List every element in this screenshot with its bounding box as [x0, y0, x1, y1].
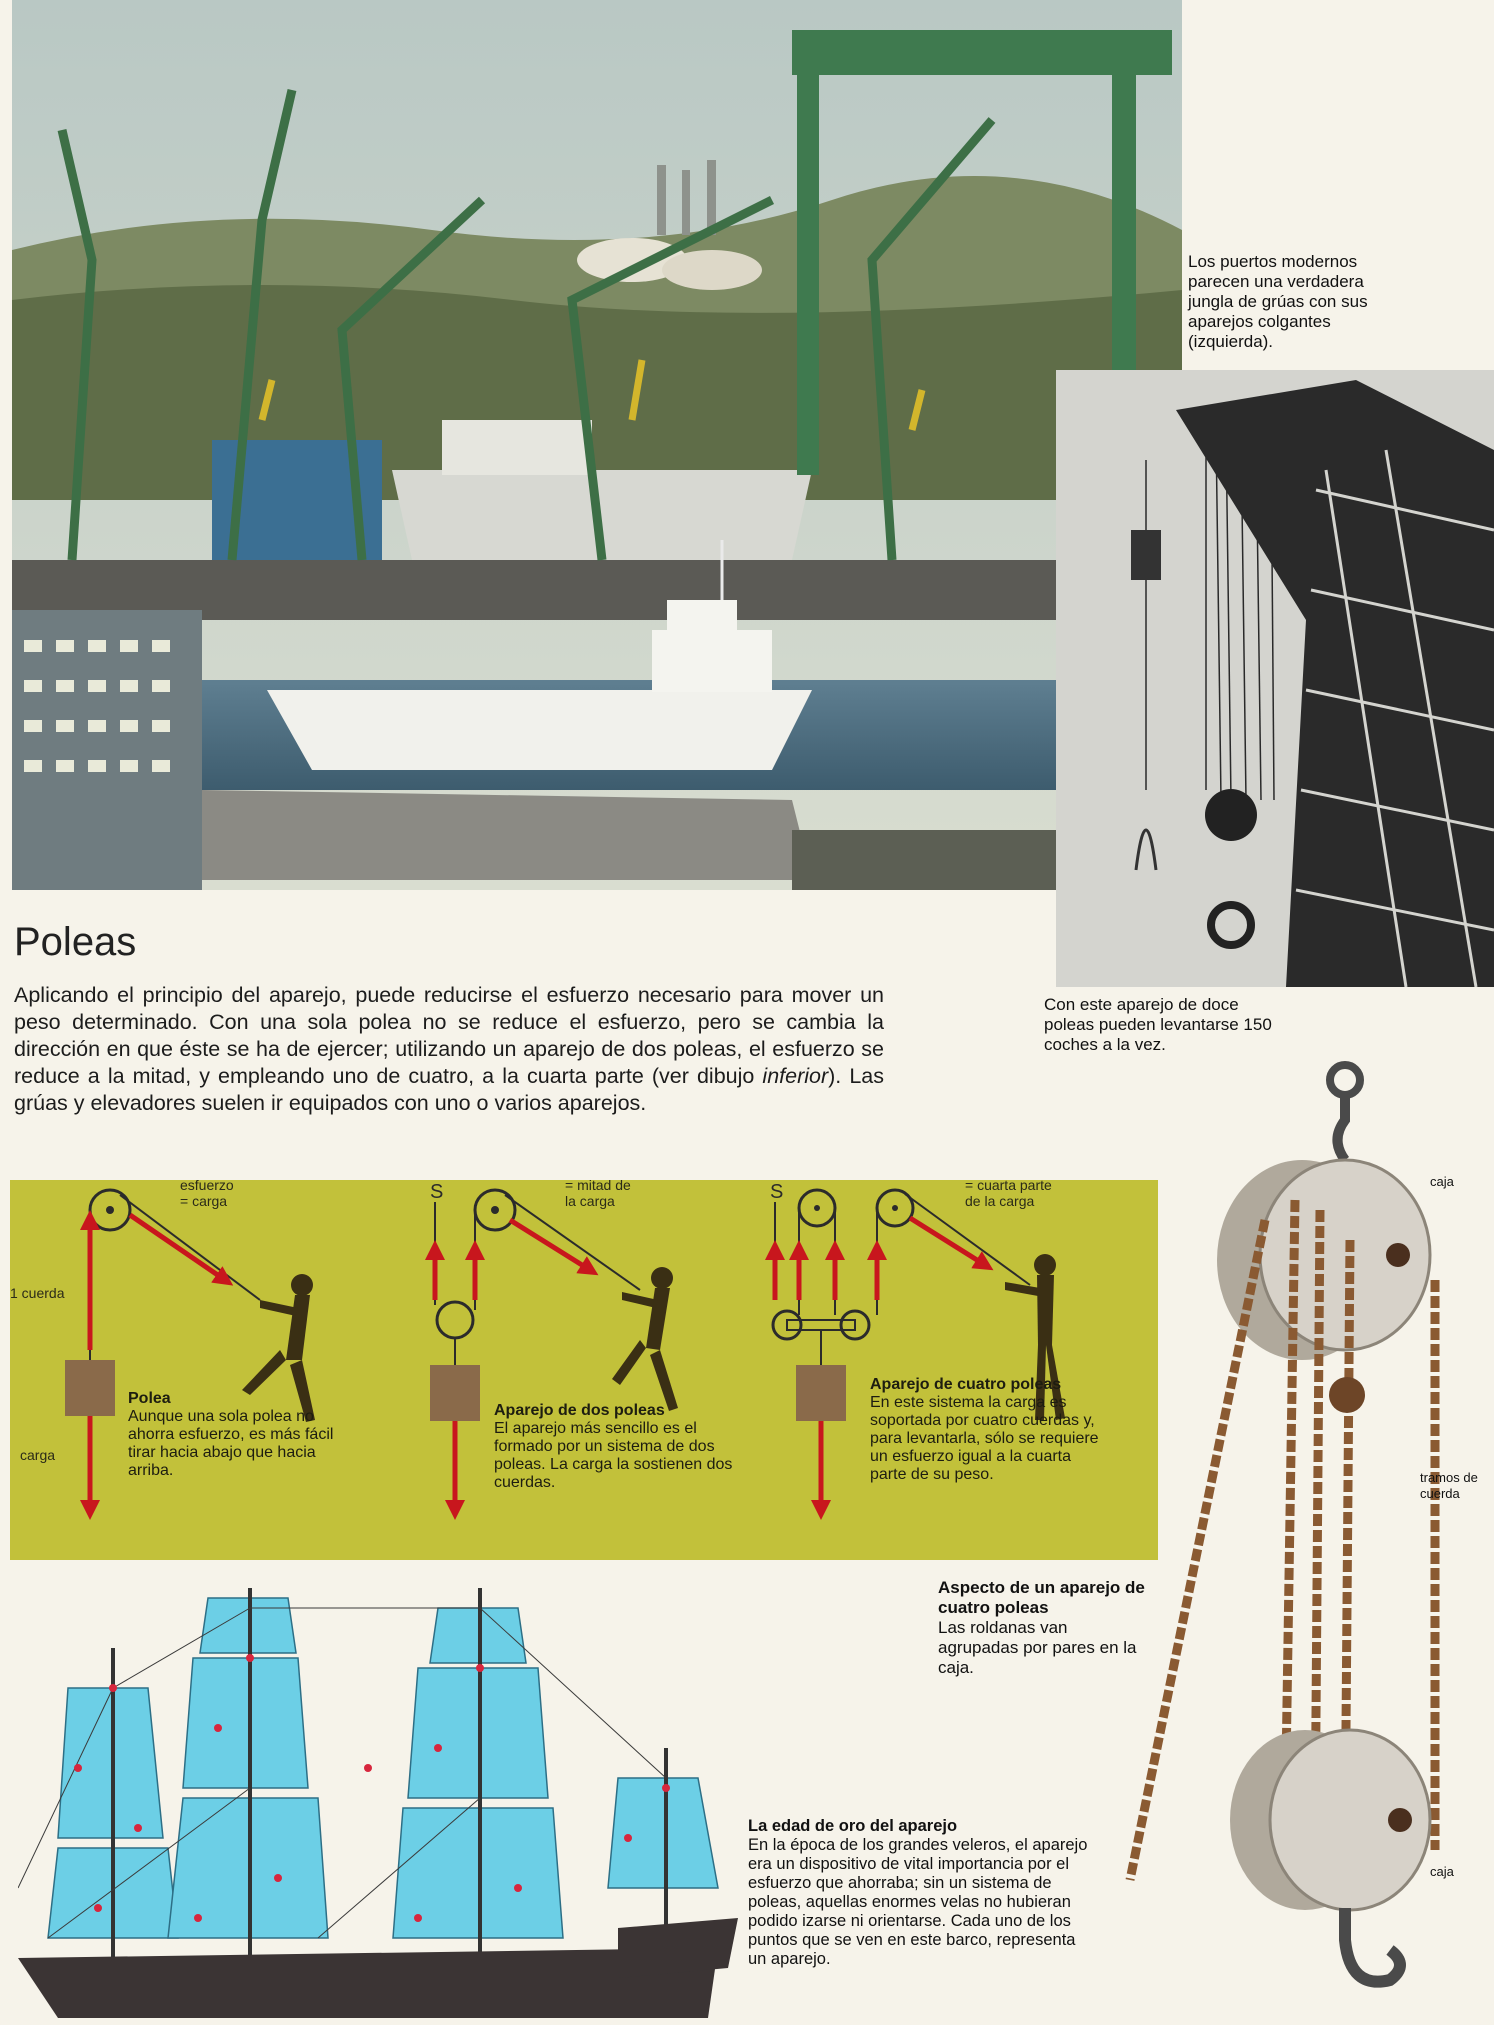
- label-half: = mitad de: [565, 1180, 631, 1193]
- ship-caption-title: La edad de oro del aparejo: [748, 1817, 958, 1835]
- label-quarter: = cuarta parte: [965, 1180, 1052, 1193]
- svg-text:S: S: [430, 1181, 444, 1203]
- crane-photo: [1056, 370, 1494, 987]
- intro-text-part1: Aplicando el principio del aparejo, puede reducirse el esfuerzo necesario para mover un peso determinado. Con una sola polea no se reduce el esfuerzo, pero se cambia la dirección en que éste se ha de ejercer; utilizando un aparejo de dos poleas, el esfuerzo se reduce a la mitad, y empleando uno de cuatro, a la cuarta parte (ver dibujo: [14, 983, 884, 1088]
- two-pulley-description: El aparejo más sencillo es el formado por un sistema de dos poleas. La carga la sostienen dos cuerdas.: [494, 1420, 733, 1491]
- section-title: Poleas: [14, 920, 137, 964]
- single-pulley-text: [128, 1390, 358, 1480]
- four-pulley-text: [870, 1376, 1110, 1484]
- block-and-tackle-drawing: [1100, 1060, 1494, 2020]
- intro-text-italic: inferior: [762, 1064, 829, 1088]
- four-pulley-description: En este sistema la carga es soportada por cuatro cuerdas y, para levantarla, sólo se requiere un esfuerzo igual a la cuarta parte de su peso.: [870, 1394, 1099, 1483]
- label-equals-load: = carga: [180, 1193, 228, 1209]
- label-quarter-load: de la carga: [965, 1193, 1035, 1209]
- ship-caption: [748, 1817, 1098, 1969]
- two-pulley-text: [494, 1402, 744, 1492]
- two-pulley-title: Aparejo de dos poleas: [494, 1402, 665, 1419]
- ship-caption-text: En la época de los grandes veleros, el aparejo era un dispositivo de vital importancia por el esfuerzo que ahorraba; sin un sistema de poleas, aquellas enormes velas no hubieran podido izarse ni orientarse. Cada uno de los puntos que se ven en este barco, representa un aparejo.: [748, 1836, 1088, 1968]
- label-effort: esfuerzo: [180, 1180, 234, 1193]
- label-top-box: caja: [1430, 1174, 1454, 1189]
- single-pulley-title: Polea: [128, 1390, 171, 1407]
- block-caption-title: Aspecto de un aparejo de cuatro poleas: [938, 1578, 1145, 1617]
- pulley-diagram-panel: [10, 1180, 1158, 1560]
- four-pulley-title: Aparejo de cuatro poleas: [870, 1376, 1062, 1393]
- crane-caption: Con este aparejo de doce poleas pueden levantarse 150 coches a la vez.: [1044, 995, 1272, 1054]
- label-bottom-box: caja: [1430, 1864, 1454, 1879]
- intro-paragraph: [14, 982, 884, 1117]
- sailing-ship-illustration: [18, 1588, 758, 2018]
- pulley-diagrams: [10, 1180, 1158, 1560]
- label-rope-sections: tramos de cuerda: [1420, 1470, 1478, 1501]
- block-caption: [938, 1578, 1148, 1678]
- label-one-rope: 1 cuerda: [10, 1285, 65, 1301]
- label-half-load: la carga: [565, 1193, 615, 1209]
- label-load: carga: [20, 1447, 56, 1463]
- single-pulley-description: Aunque una sola polea no ahorra esfuerzo, es más fácil tirar hacia abajo que hacia arriba.: [128, 1408, 334, 1479]
- port-photo: [12, 0, 1182, 890]
- intro-text-part2: ). Las grúas y elevadores suelen ir equipados con uno o varios aparejos.: [14, 1064, 884, 1115]
- port-caption: Los puertos modernos parecen una verdadera jungla de grúas con sus aparejos colgantes (izquierda).: [1188, 252, 1368, 351]
- block-caption-text: Las roldanas van agrupadas por pares en la caja.: [938, 1618, 1137, 1677]
- svg-text:S: S: [770, 1181, 784, 1203]
